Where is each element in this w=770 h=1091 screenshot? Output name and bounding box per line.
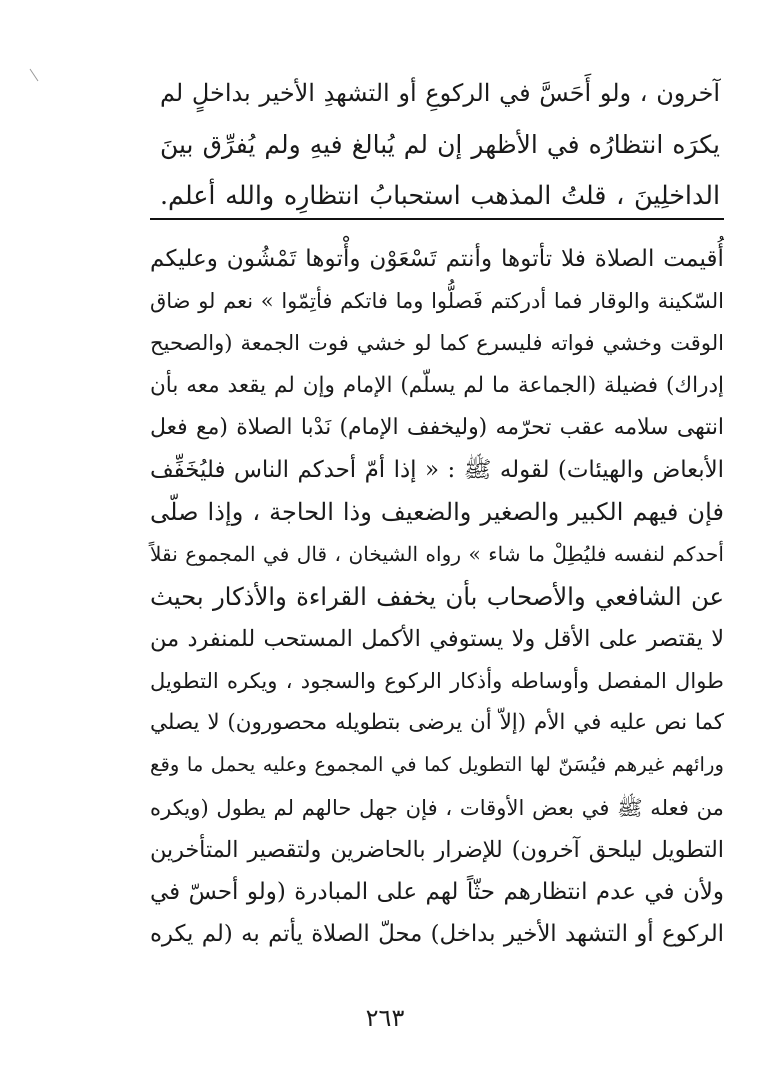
commentary-line: ورائهم غيرهم فيُسَنّ لها التطويل كما في المجموع وعليه يحمل ما وقع bbox=[150, 753, 724, 777]
main-text-line: الداخلِينَ ، قلتُ المذهب استحبابُ انتظارِه والله أعلم. bbox=[160, 180, 720, 210]
commentary-line: أحدكم لنفسه فليُطِلْ ما شاء » رواه الشيخان ، قال في المجموع نقلاً bbox=[150, 542, 724, 567]
commentary-line: الركوع أو التشهد الأخير بداخل) محلّ الصلاة يأتم به (لم يكره bbox=[150, 921, 724, 948]
commentary-line: ولأن في عدم انتظارهم حثّاً لهم على المبادرة (ولو أحسّ في bbox=[150, 879, 724, 906]
commentary-line: إدراك) فضيلة (الجماعة ما لم يسلّم) الإمام وإن لم يقعد معه بأن bbox=[150, 372, 724, 398]
main-text-line: آخرون ، ولو أَحَسَّ في الركوعِ أو التشهدِ الأخير بداخلٍ لم bbox=[160, 79, 720, 107]
commentary-line: السّكينة والوقار فما أدركتم فَصلُّوا وما فاتكم فأتِمّوا » نعم لو ضاق bbox=[150, 289, 724, 314]
commentary-line: الوقت وخشي فواته فليسرع كما لو خشي فوت الجمعة (والصحيح bbox=[150, 330, 724, 356]
commentary-line: لا يقتصر على الأقل ولا يستوفي الأكمل المستحب للمنفرد من bbox=[150, 625, 724, 652]
scan-mark bbox=[28, 68, 40, 82]
commentary-text bbox=[150, 238, 724, 955]
main-text bbox=[160, 68, 720, 221]
commentary-line: كما نص عليه في الأم (إلاّ أن يرضى بتطويله محصورون) لا يصلي bbox=[150, 710, 724, 736]
commentary-line: من فعله ﷺ في بعض الأوقات ، فإن جهل حالهم لم يطول (ويكره bbox=[150, 794, 724, 820]
commentary-line: التطويل ليلحق آخرون) للإضرار بالحاضرين ولتقصير المتأخرين bbox=[150, 836, 724, 863]
commentary-line: الأبعاض والهيئات) لقوله ﷺ : « إذا أمّ أحدكم الناس فليُخَفِّف bbox=[150, 457, 724, 484]
commentary-line: طوال المفصل وأوساطه وأذكار الركوع والسجود ، ويكره التطويل bbox=[150, 668, 724, 694]
page-number: ٢٦٣ bbox=[365, 1004, 405, 1032]
commentary-line: عن الشافعي والأصحاب بأن يخفف القراءة والأذكار بحيث bbox=[150, 581, 724, 611]
commentary-line: فإن فيهم الكبير والصغير والضعيف وذا الحاجة ، وإذا صلّى bbox=[150, 498, 724, 527]
commentary-line: أُقيمت الصلاة فلا تأتوها وأنتم تَسْعَوْن وأْتوها تَمْشُون وعليكم bbox=[150, 245, 724, 272]
commentary-line: انتهى سلامه عقب تحرّمه (وليخفف الإمام) نَدْبا الصلاة (مع فعل bbox=[150, 414, 724, 440]
main-text-line: يكرَه انتظارُه في الأظهر إن لم يُبالغ فيهِ ولم يُفرِّق بينَ bbox=[160, 130, 720, 159]
separator-line bbox=[150, 218, 724, 220]
